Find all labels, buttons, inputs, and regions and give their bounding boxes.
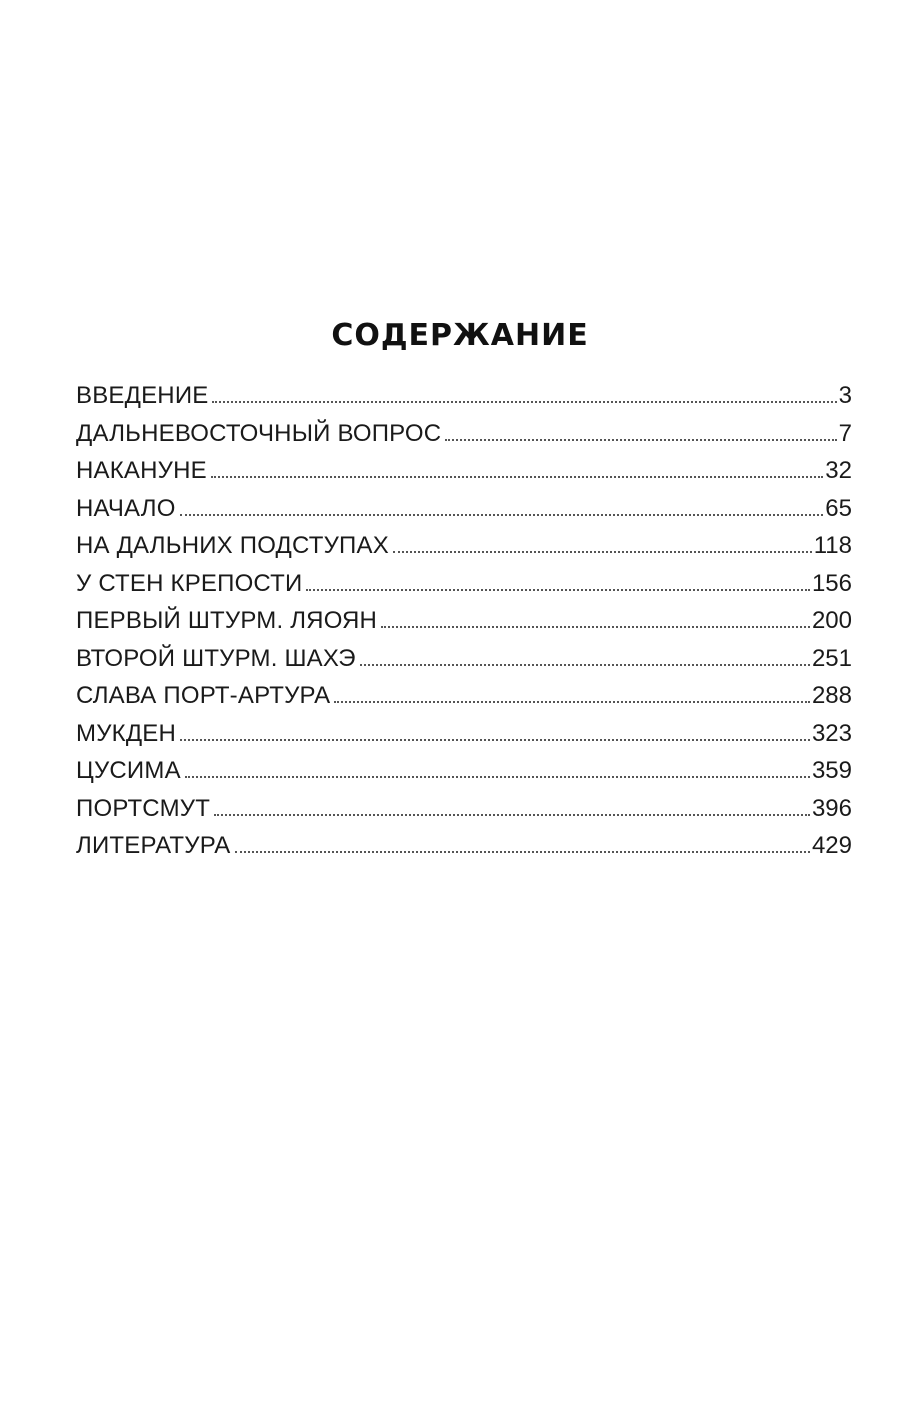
toc-entry-label: ПЕРВЫЙ ШТУРМ. ЛЯОЯН xyxy=(76,607,378,634)
toc-entry[interactable] xyxy=(76,457,852,495)
dot-leader xyxy=(306,589,809,591)
dot-leader xyxy=(445,439,836,441)
toc-entry[interactable] xyxy=(76,607,852,645)
dot-leader xyxy=(235,851,810,853)
toc-entry[interactable] xyxy=(76,720,852,758)
dot-leader xyxy=(214,814,810,816)
toc-entry[interactable] xyxy=(76,420,852,458)
toc-entry[interactable] xyxy=(76,382,852,420)
dot-leader xyxy=(180,514,824,516)
toc-entry-label: НАКАНУНЕ xyxy=(76,457,207,484)
toc-entry-page-number: 200 xyxy=(811,607,852,634)
table-of-contents xyxy=(76,382,852,870)
dot-leader xyxy=(180,739,810,741)
toc-entry[interactable] xyxy=(76,795,852,833)
toc-entry-page-number: 156 xyxy=(811,569,852,597)
toc-entry-page-number: 7 xyxy=(838,419,852,447)
toc-entry-label: ДАЛЬНЕВОСТОЧНЫЙ ВОПРОС xyxy=(76,419,442,447)
toc-entry[interactable] xyxy=(76,757,852,795)
toc-entry-page-number: 323 xyxy=(811,719,852,747)
dot-leader xyxy=(212,401,836,403)
toc-entry-page-number: 118 xyxy=(813,532,852,559)
dot-leader xyxy=(211,476,823,478)
dot-leader xyxy=(185,776,810,778)
toc-entry-page-number: 359 xyxy=(811,757,852,784)
toc-entry-page-number: 251 xyxy=(811,644,852,672)
toc-entry-label: НАЧАЛО xyxy=(76,494,176,522)
toc-entry[interactable] xyxy=(76,645,852,683)
toc-entry-page-number: 288 xyxy=(811,682,852,709)
toc-entry-label: ВТОРОЙ ШТУРМ. ШАХЭ xyxy=(76,644,356,672)
toc-entry-page-number: 32 xyxy=(825,457,852,484)
toc-entry-page-number: 65 xyxy=(825,494,852,522)
toc-entry-label: ПОРТСМУТ xyxy=(76,794,211,822)
toc-entry-label: СЛАВА ПОРТ-АРТУРА xyxy=(76,682,331,709)
dot-leader xyxy=(334,701,810,703)
toc-entry-label: ЛИТЕРАТУРА xyxy=(76,832,231,859)
toc-entry-label: МУКДЕН xyxy=(76,719,177,747)
toc-entry[interactable] xyxy=(76,495,852,533)
toc-entry-page-number: 396 xyxy=(811,794,852,822)
toc-entry[interactable] xyxy=(76,532,852,570)
dot-leader xyxy=(381,626,810,628)
toc-entry-page-number: 3 xyxy=(838,382,852,409)
dot-leader xyxy=(360,664,810,666)
toc-entry-page-number: 429 xyxy=(811,832,852,859)
toc-entry-label: ВВЕДЕНИЕ xyxy=(76,382,209,409)
toc-entry[interactable] xyxy=(76,682,852,720)
toc-entry-label: НА ДАЛЬНИХ ПОДСТУПАХ xyxy=(76,532,389,559)
page-title: СОДЕРЖАНИЕ xyxy=(331,318,589,353)
toc-entry[interactable] xyxy=(76,570,852,608)
toc-entry[interactable] xyxy=(76,832,852,870)
dot-leader xyxy=(393,551,812,553)
toc-entry-label: У СТЕН КРЕПОСТИ xyxy=(76,569,303,597)
toc-entry-label: ЦУСИМА xyxy=(76,757,181,784)
